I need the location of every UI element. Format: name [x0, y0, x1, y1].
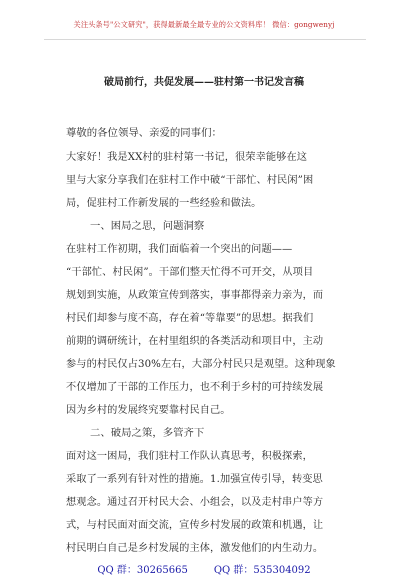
footer-qq-group-2: QQ 群：535304092 — [213, 565, 311, 576]
body-line: 式，与村民面对面交流，宣传乡村发展的政策和机遇，让 — [66, 520, 324, 531]
body-line: 因为乡村的发展终究要靠村民自己。 — [66, 405, 231, 416]
body-line: 村民们却参与度不高，存在着“等靠要”的思想。据我们 — [66, 313, 314, 324]
body-line: 局，促驻村工作新发展的一些经验和做法。 — [66, 198, 262, 209]
document-title: 破局前行，共促发展——驻村第一书记发言稿 — [104, 77, 304, 88]
footer-contact — [0, 561, 408, 576]
body-line: 在驻村工作初期，我们面临着一个突出的问题—— — [66, 244, 293, 255]
body-line: 采取了一系列有针对性的措施。1.加强宣传引导，转变思 — [66, 474, 323, 485]
body-line: 想观念。通过召开村民大会、小组会，以及走村串户等方 — [66, 497, 324, 508]
body-line: 大家好！我是XX村的驻村第一书记，很荣幸能够在这 — [66, 152, 308, 163]
body-line: 前期的调研统计，在村里组织的各类活动和项目中，主动 — [66, 336, 324, 347]
body-line: 面对这一困局，我们驻村工作队认真思考，积极探索， — [66, 451, 313, 462]
salutation: 尊敬的各位领导、亲爱的同事们： — [66, 127, 222, 139]
section-heading-1: 一、困局之思，问题洞察 — [90, 220, 205, 232]
section-heading-2: 二、破局之策，多管齐下 — [90, 427, 205, 439]
header-banner: 关注头条号"公文研究"，获得最新最全最专业的公文资料库！ 微信：gongwenyj — [73, 20, 335, 29]
body-line: “干部忙、村民闲”。干部们整天忙得不可开交，从项目 — [66, 267, 314, 278]
body-line: 参与的村民仅占30%左右，大部分村民只是观望。这种现象 — [66, 359, 336, 370]
header-divider — [44, 39, 366, 40]
body-line: 规划到实施，从政策宣传到落实，事事都得亲力亲为，而 — [66, 290, 324, 301]
body-line: 不仅增加了干部的工作压力，也不利于乡村的可持续发展 — [66, 382, 324, 393]
footer-qq-group-1: QQ 群：30265665 — [97, 565, 188, 576]
body-line: 村民明白自己是乡村发展的主体，激发他们的内生动力。 — [66, 543, 324, 554]
body-line: 里与大家分享我们在驻村工作中破“干部忙、村民闲”困 — [66, 175, 314, 186]
